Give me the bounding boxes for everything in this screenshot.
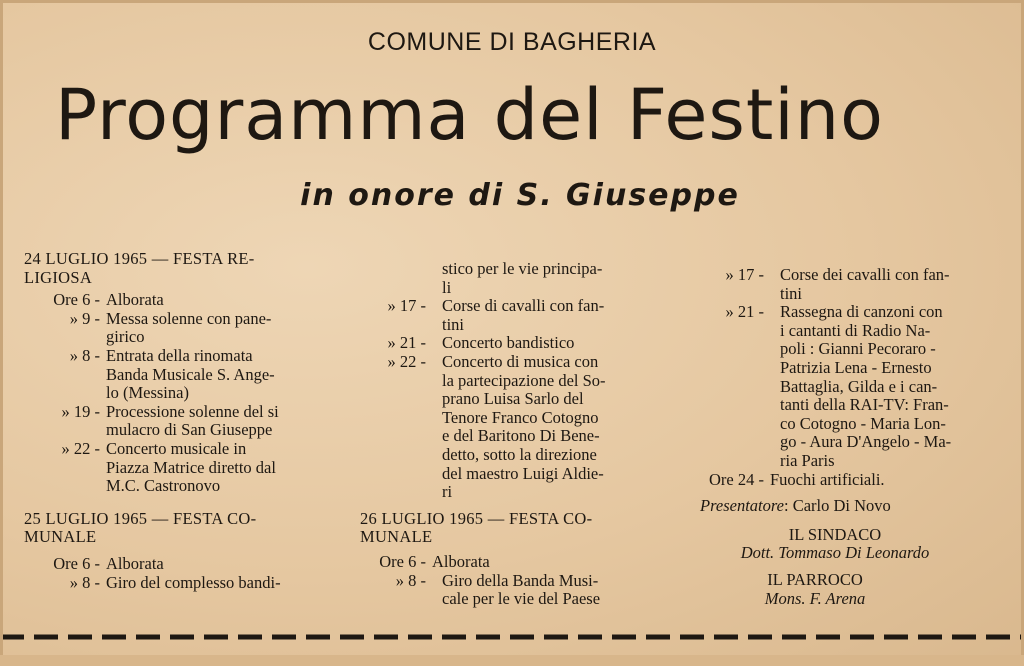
item-text: Battaglia, Gilda e i can-	[780, 376, 938, 396]
item-time: Ore 24 -	[709, 469, 764, 489]
presenter-label: Presentatore	[700, 496, 785, 516]
item-text: Processione solenne del si	[106, 401, 279, 421]
item-time: » 17 -	[387, 296, 426, 316]
item-time: » 17 -	[725, 265, 764, 284]
item-text: ria Paris	[780, 450, 835, 470]
item-text: M.C. Castronovo	[106, 476, 221, 496]
item-text: Corse dei cavalli con fan-	[780, 265, 950, 284]
section-date-heading-cont: MUNALE	[24, 527, 97, 547]
item-text: ri	[442, 482, 453, 502]
item-text: Messa solenne con pane-	[106, 308, 272, 328]
item-time: » 8 -	[69, 572, 100, 592]
item-text: e del Baritono Di Bene-	[442, 426, 600, 446]
item-text-continued: li	[442, 277, 452, 297]
item-text: lo (Messina)	[106, 383, 189, 403]
item-text: girico	[106, 327, 145, 347]
item-text: Rassegna di canzoni con	[780, 302, 943, 322]
section-date-heading: 26 LUGLIO 1965 — FESTA CO-	[360, 508, 593, 528]
schedule-item	[24, 574, 324, 593]
item-text: Corse di cavalli con fan-	[442, 296, 605, 316]
item-text: Fuochi artificiali.	[770, 469, 885, 489]
item-text: la partecipazione del So-	[442, 370, 606, 390]
column-2	[360, 260, 660, 609]
dashed-border-line	[0, 632, 1024, 642]
item-text: Concerto musicale in	[106, 438, 247, 458]
item-text: del maestro Luigi Aldie-	[442, 463, 604, 483]
column-3	[700, 266, 1000, 608]
item-time: » 21 -	[725, 302, 764, 322]
schedule-item	[24, 310, 324, 347]
item-text: Banda Musicale S. Ange-	[106, 364, 275, 384]
item-time: » 8 -	[69, 345, 100, 365]
schedule-item	[24, 347, 324, 403]
page-title: Programma del Festino	[55, 74, 884, 156]
presenter-name: : Carlo Di Novo	[784, 496, 891, 516]
item-text-continued: stico per le vie principa-	[442, 259, 603, 278]
parish-priest-name: Mons. F. Arena	[764, 588, 866, 608]
section-date-heading: 24 LUGLIO 1965 — FESTA RE-	[24, 249, 255, 268]
item-time: » 19 -	[61, 401, 100, 421]
item-text: Alborata	[106, 553, 164, 573]
schedule-item	[360, 297, 660, 334]
item-time: Ore 6 -	[53, 290, 100, 310]
item-text: Alborata	[106, 290, 164, 310]
mayor-name: Dott. Tommaso Di Leonardo	[740, 543, 930, 563]
item-text: tini	[780, 283, 803, 303]
presenter-line	[700, 497, 1000, 516]
section-date-heading-cont: LIGIOSA	[24, 267, 93, 287]
item-time: Ore 6 -	[379, 551, 426, 571]
item-text: co Cotogno - Maria Lon-	[780, 413, 946, 433]
schedule-item	[700, 266, 1000, 303]
item-time: » 8 -	[395, 570, 426, 590]
item-text: prano Luisa Sarlo del	[442, 389, 584, 409]
item-time: » 9 -	[69, 308, 100, 328]
schedule-item	[24, 555, 324, 574]
mayor-title: IL SINDACO	[788, 524, 882, 544]
item-time: » 22 -	[387, 351, 426, 371]
item-text: Alborata	[432, 551, 490, 571]
item-text: mulacro di San Giuseppe	[106, 420, 273, 440]
section-date-heading-cont: MUNALE	[360, 527, 433, 547]
schedule-item	[360, 334, 660, 353]
schedule-item	[700, 471, 1000, 490]
item-text: i cantanti di Radio Na-	[780, 320, 931, 340]
item-text: Concerto bandistico	[442, 333, 575, 353]
schedule-item	[360, 553, 660, 572]
item-text: poli : Gianni Pecoraro -	[780, 339, 936, 359]
parish-priest-title: IL PARROCO	[767, 569, 863, 589]
schedule-item	[360, 353, 660, 502]
item-text: go - Aura D'Angelo - Ma-	[780, 432, 952, 452]
municipality-header: COMUNE DI BAGHERIA	[367, 28, 657, 56]
item-time: Ore 6 -	[53, 553, 100, 573]
schedule-item	[24, 403, 324, 440]
item-text: detto, sotto la direzione	[442, 444, 597, 464]
schedule-item	[700, 303, 1000, 470]
item-text: Concerto di musica con	[442, 351, 599, 371]
column-1	[24, 250, 324, 592]
item-text: Patrizia Lena - Ernesto	[780, 357, 932, 377]
schedule-item	[24, 440, 324, 496]
schedule-item	[360, 572, 660, 609]
item-text: tini	[442, 314, 465, 334]
item-time: » 21 -	[387, 333, 426, 353]
item-text: Giro della Banda Musi-	[442, 570, 599, 590]
schedule-item	[24, 291, 324, 310]
item-text: tanti della RAI-TV: Fran-	[780, 395, 949, 415]
item-text: Tenore Franco Cotogno	[442, 407, 599, 427]
item-text: Entrata della rinomata	[106, 345, 253, 365]
item-text: Giro del complesso bandi-	[106, 572, 281, 592]
page-subtitle: in onore di S. Giuseppe	[300, 178, 740, 213]
section-date-heading: 25 LUGLIO 1965 — FESTA CO-	[24, 508, 257, 528]
item-time: » 22 -	[61, 438, 100, 458]
item-text: cale per le vie del Paese	[442, 589, 601, 609]
item-text: Piazza Matrice diretto dal	[106, 457, 276, 477]
